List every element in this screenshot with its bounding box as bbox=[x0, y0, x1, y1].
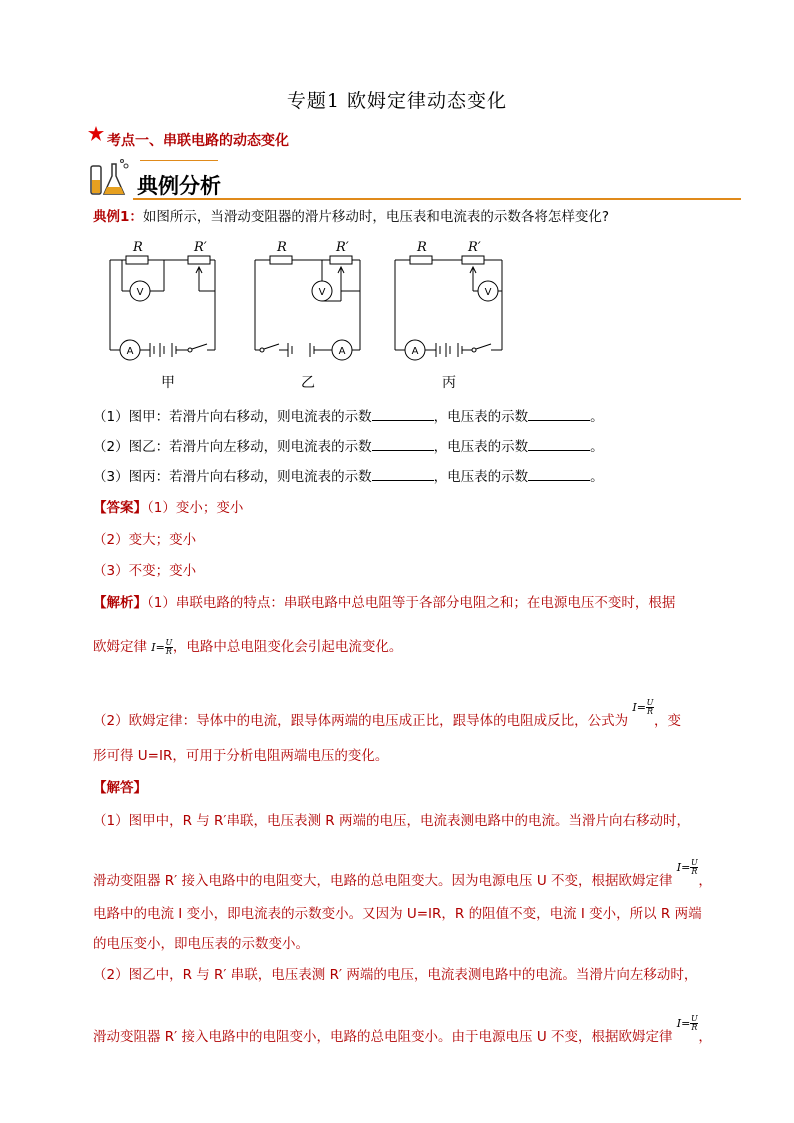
circuit-name-jia: 甲 bbox=[161, 375, 175, 391]
analysis-text-3b: ，变 bbox=[653, 713, 681, 729]
voltmeter-bing: V bbox=[484, 287, 492, 298]
formula-fraction bbox=[690, 1015, 698, 1032]
solution-text-6a: 滑动变阻器 R′ 接入电路中的电阻变小，电路的总电阻变小。由于电源电压 U 不变，根据欧姆定律 bbox=[93, 1029, 673, 1045]
ammeter-yi: A bbox=[338, 346, 346, 357]
formula-fraction bbox=[165, 639, 173, 656]
formula-eq: = bbox=[155, 641, 165, 654]
label-rp-bing: R′ bbox=[468, 240, 481, 255]
solution-text-6b: ， bbox=[698, 1029, 712, 1045]
analysis-text-2b: ，电路中总电阻变化会引起电流变化。 bbox=[172, 639, 403, 655]
ohm-formula bbox=[632, 699, 654, 715]
question-1-text: （1）图甲：若滑片向右移动，则电流表的示数 bbox=[93, 409, 372, 425]
circuit-name-yi: 乙 bbox=[301, 375, 315, 391]
question-3-text: （3）图丙：若滑片向右移动，则电流表的示数 bbox=[93, 469, 372, 485]
answer-tag: 【答案】 bbox=[93, 500, 147, 516]
example-question bbox=[93, 208, 609, 226]
label-r-jia: R bbox=[133, 240, 143, 255]
answer-blank[interactable] bbox=[528, 437, 590, 451]
formula-i: I bbox=[676, 861, 682, 874]
label-rp-yi: R′ bbox=[336, 240, 349, 255]
formula-num: U bbox=[646, 697, 654, 707]
formula-fraction bbox=[690, 859, 698, 876]
answer-line-3: （3）不变；变小 bbox=[93, 563, 197, 579]
circuit-jia bbox=[110, 256, 215, 360]
formula-fraction bbox=[646, 699, 654, 716]
formula-eq: = bbox=[681, 1017, 691, 1030]
solution-line-1: （1）图甲中，R 与 R′串联，电压表测 R 两端的电压，电流表测电路中的电流。当滑片向右移动时， bbox=[93, 813, 690, 829]
solution-line-5: （2）图乙中，R 与 R′ 串联，电压表测 R′ 两端的电压，电流表测电路中的电流。当滑片向左移动时， bbox=[93, 967, 698, 983]
analysis-text-3a: （2）欧姆定律：导体中的电流，跟导体两端的电压成正比，跟导体的电阻成反比，公式为 bbox=[93, 713, 629, 729]
analysis-text-1: （1）串联电路的特点：串联电路中总电阻等于各部分电阻之和；在电源电压不变时，根据 bbox=[147, 595, 676, 611]
question-3 bbox=[93, 467, 604, 486]
question-2 bbox=[93, 437, 604, 456]
solution-line-3: 电路中的电流 I 变小，即电流表的示数变小。又因为 U=IR，R 的阻值不变，电流 I 变小，所以 R 两端 bbox=[93, 906, 702, 922]
question-1 bbox=[93, 407, 604, 426]
question-2-mid: ，电压表的示数 bbox=[433, 439, 529, 455]
ohm-formula bbox=[677, 859, 699, 875]
answer-blank[interactable] bbox=[372, 467, 434, 481]
circuit-bing bbox=[395, 256, 502, 360]
star-icon bbox=[88, 126, 104, 142]
analysis-line-3 bbox=[93, 697, 681, 731]
formula-den: R bbox=[165, 646, 172, 656]
formula-den: R bbox=[646, 706, 653, 716]
label-r-yi: R bbox=[277, 240, 287, 255]
question-1-mid: ，电压表的示数 bbox=[433, 409, 529, 425]
solution-text-2a: 滑动变阻器 R′ 接入电路中的电阻变大，电路的总电阻变大。因为电源电压 U 不变，根据欧姆定律 bbox=[93, 873, 673, 889]
voltmeter-yi: V bbox=[318, 287, 326, 298]
question-2-end: 。 bbox=[590, 439, 604, 455]
answer-blank[interactable] bbox=[528, 407, 590, 421]
formula-num: U bbox=[691, 1013, 698, 1023]
banner-accent-line bbox=[140, 160, 218, 161]
label-rp-jia: R′ bbox=[194, 240, 207, 255]
formula-i: I bbox=[676, 1017, 682, 1030]
analysis-line-2 bbox=[93, 638, 402, 657]
banner-divider bbox=[133, 198, 741, 200]
formula-eq: = bbox=[636, 701, 646, 714]
page-title: 专题1 欧姆定律动态变化 bbox=[286, 90, 508, 112]
analysis-text-2a: 欧姆定律 bbox=[93, 639, 147, 655]
answer-blank[interactable] bbox=[372, 407, 434, 421]
formula-den: R bbox=[691, 1022, 698, 1032]
solution-line-4: 的电压变小，即电压表的示数变小。 bbox=[93, 936, 309, 952]
answer-text-1: （1）变小；变小 bbox=[147, 500, 244, 516]
question-3-mid: ，电压表的示数 bbox=[433, 469, 529, 485]
solution-line-2 bbox=[93, 857, 712, 891]
formula-den: R bbox=[691, 866, 698, 876]
formula-i: I bbox=[151, 641, 156, 654]
question-3-end: 。 bbox=[590, 469, 604, 485]
ohm-formula bbox=[151, 639, 173, 655]
ammeter-bing: A bbox=[411, 346, 419, 357]
analysis-tag: 【解析】 bbox=[93, 595, 147, 611]
formula-eq: = bbox=[681, 861, 691, 874]
banner-title: 典例分析 bbox=[137, 174, 221, 198]
example-label: 典例1： bbox=[93, 209, 143, 225]
question-1-end: 。 bbox=[590, 409, 604, 425]
solution-line-6 bbox=[93, 1013, 712, 1047]
answer-blank[interactable] bbox=[528, 467, 590, 481]
section-heading: 考点一、串联电路的动态变化 bbox=[107, 133, 289, 149]
formula-i: I bbox=[632, 701, 637, 714]
analysis-line-4: 形可得 U=IR，可用于分析电阻两端电压的变化。 bbox=[93, 748, 389, 764]
circuit-diagrams bbox=[100, 235, 520, 395]
question-2-text: （2）图乙：若滑片向左移动，则电流表的示数 bbox=[93, 439, 372, 455]
example-question-text: 如图所示，当滑动变阻器的滑片移动时，电压表和电流表的示数各将怎样变化? bbox=[142, 209, 610, 225]
flask-icon bbox=[88, 158, 132, 198]
voltmeter-jia: V bbox=[136, 287, 144, 298]
answer-line-1 bbox=[93, 499, 243, 517]
answer-blank[interactable] bbox=[372, 437, 434, 451]
formula-num: U bbox=[165, 637, 173, 647]
formula-num: U bbox=[691, 857, 698, 867]
ohm-formula bbox=[677, 1015, 699, 1031]
label-r-bing: R bbox=[417, 240, 427, 255]
solution-text-2b: ， bbox=[698, 873, 712, 889]
circuit-name-bing: 丙 bbox=[442, 375, 456, 391]
answer-line-2: （2）变大；变小 bbox=[93, 532, 197, 548]
circuit-yi bbox=[255, 256, 360, 360]
solution-tag: 【解答】 bbox=[93, 780, 147, 796]
analysis-line-1 bbox=[93, 594, 675, 612]
ammeter-jia: A bbox=[126, 346, 134, 357]
